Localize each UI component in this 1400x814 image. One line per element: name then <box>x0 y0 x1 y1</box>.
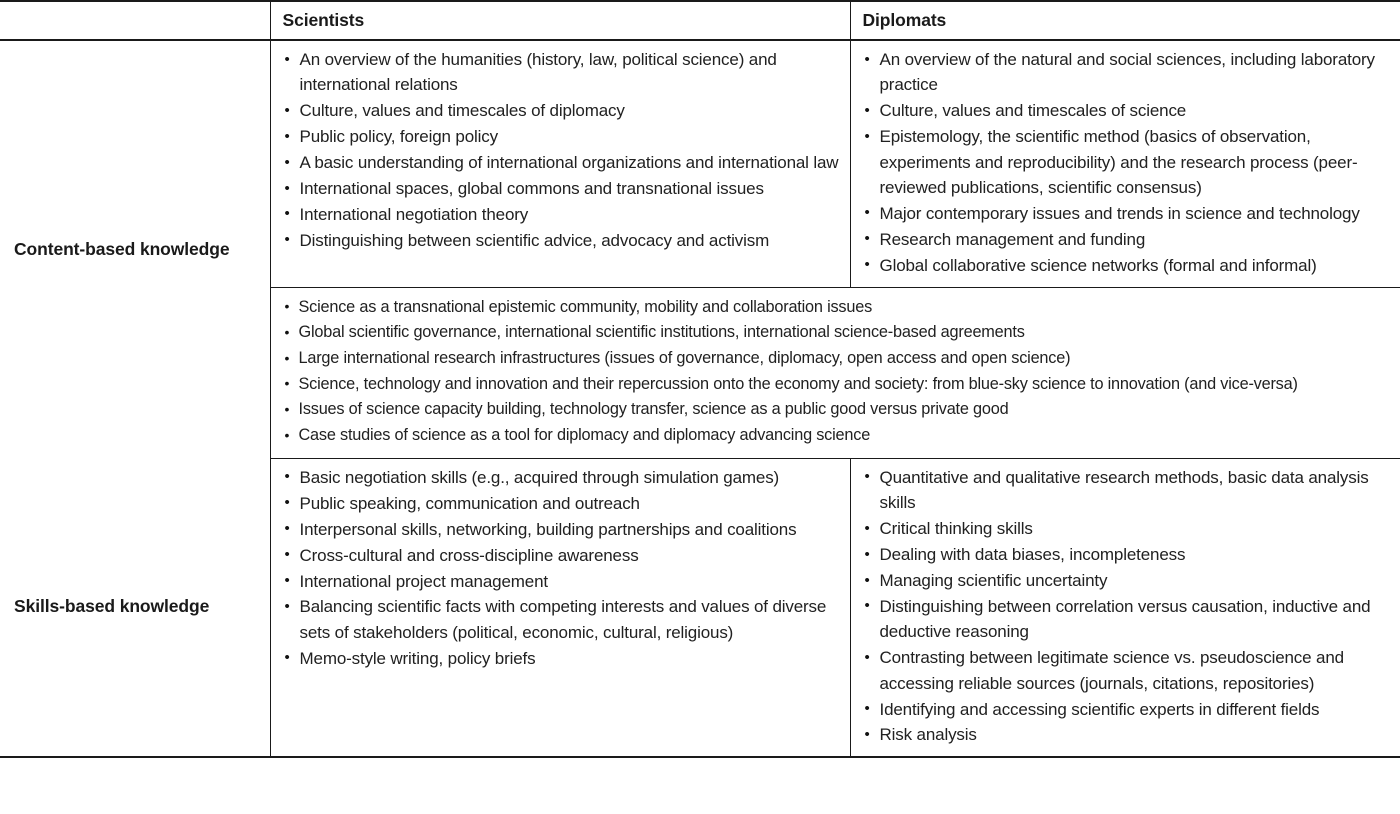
column-header-diplomats: Diplomats <box>850 1 1400 40</box>
bullet-list <box>285 295 1391 449</box>
bullet-item: • Interpersonal skills, networking, building partnerships and coalitions <box>285 517 840 542</box>
cell-skills-based-diplomats <box>850 458 1400 757</box>
bullet-item: • Large international research infrastructures (issues of governance, diplomacy, open access and open science) <box>285 346 1391 371</box>
bullet-item: • Basic negotiation skills (e.g., acquired through simulation games) <box>285 465 840 490</box>
cell-content-based-shared <box>270 287 1400 458</box>
cell-content-based-diplomats <box>850 40 1400 287</box>
bullet-item: • Science as a transnational epistemic community, mobility and collaboration issues <box>285 295 1391 320</box>
bullet-item: • International spaces, global commons and transnational issues <box>285 176 840 201</box>
row-label-content-based: Content-based knowledge <box>0 40 270 458</box>
bullet-item: • Public policy, foreign policy <box>285 124 840 149</box>
table-header-row <box>0 1 1400 40</box>
cell-content-based-scientists <box>270 40 850 287</box>
bullet-item: • Managing scientific uncertainty <box>865 568 1391 593</box>
bullet-item: • Culture, values and timescales of science <box>865 98 1391 123</box>
bullet-item: • Public speaking, communication and outreach <box>285 491 840 516</box>
bullet-item: • Research management and funding <box>865 227 1391 252</box>
bullet-list <box>865 47 1391 278</box>
bullet-item: • Dealing with data biases, incompleteness <box>865 542 1391 567</box>
bullet-item: • Case studies of science as a tool for diplomacy and diplomacy advancing science <box>285 423 1391 448</box>
bullet-item: • Memo-style writing, policy briefs <box>285 646 840 671</box>
bullet-item: • Global scientific governance, international scientific institutions, international science-based agreements <box>285 320 1391 345</box>
bullet-item: • An overview of the humanities (history, law, political science) and international relations <box>285 47 840 98</box>
bullet-item: • An overview of the natural and social sciences, including laboratory practice <box>865 47 1391 98</box>
bullet-item: • Identifying and accessing scientific experts in different fields <box>865 697 1391 722</box>
bullet-item: • Quantitative and qualitative research methods, basic data analysis skills <box>865 465 1391 516</box>
bullet-item: • Distinguishing between scientific advice, advocacy and activism <box>285 228 840 253</box>
bullet-item: • Cross-cultural and cross-discipline awareness <box>285 543 840 568</box>
bullet-item: • Epistemology, the scientific method (basics of observation, experiments and reproducibility) and the research process (peer-reviewed publications, scientific consensus) <box>865 124 1391 200</box>
bullet-item: • A basic understanding of international organizations and international law <box>285 150 840 175</box>
bullet-item: • Contrasting between legitimate science vs. pseudoscience and accessing reliable sources (journals, citations, repositories) <box>865 645 1391 696</box>
bullet-item: • Risk analysis <box>865 722 1391 747</box>
bullet-item: • Major contemporary issues and trends in science and technology <box>865 201 1391 226</box>
bullet-item: • Balancing scientific facts with competing interests and values of diverse sets of stakeholders (political, economic, cultural, religious) <box>285 594 840 645</box>
column-header-scientists: Scientists <box>270 1 850 40</box>
bullet-item: • Distinguishing between correlation versus causation, inductive and deductive reasoning <box>865 594 1391 645</box>
bullet-item: • Global collaborative science networks (formal and informal) <box>865 253 1391 278</box>
row-label-skills-based: Skills-based knowledge <box>0 458 270 757</box>
bullet-list <box>865 465 1391 748</box>
bullet-item: • Issues of science capacity building, technology transfer, science as a public good versus private good <box>285 397 1391 422</box>
table-row-skills-based <box>0 458 1400 757</box>
cell-skills-based-scientists <box>270 458 850 757</box>
bullet-list <box>285 47 840 253</box>
bullet-item: • Science, technology and innovation and their repercussion onto the economy and society: from blue-sky science to innovation (and vice-versa) <box>285 372 1391 397</box>
bullet-item: • International negotiation theory <box>285 202 840 227</box>
header-corner-cell <box>0 1 270 40</box>
table-row-content-based <box>0 40 1400 287</box>
bullet-list <box>285 465 840 671</box>
bullet-item: • International project management <box>285 569 840 594</box>
bullet-item: • Critical thinking skills <box>865 516 1391 541</box>
bullet-item: • Culture, values and timescales of diplomacy <box>285 98 840 123</box>
